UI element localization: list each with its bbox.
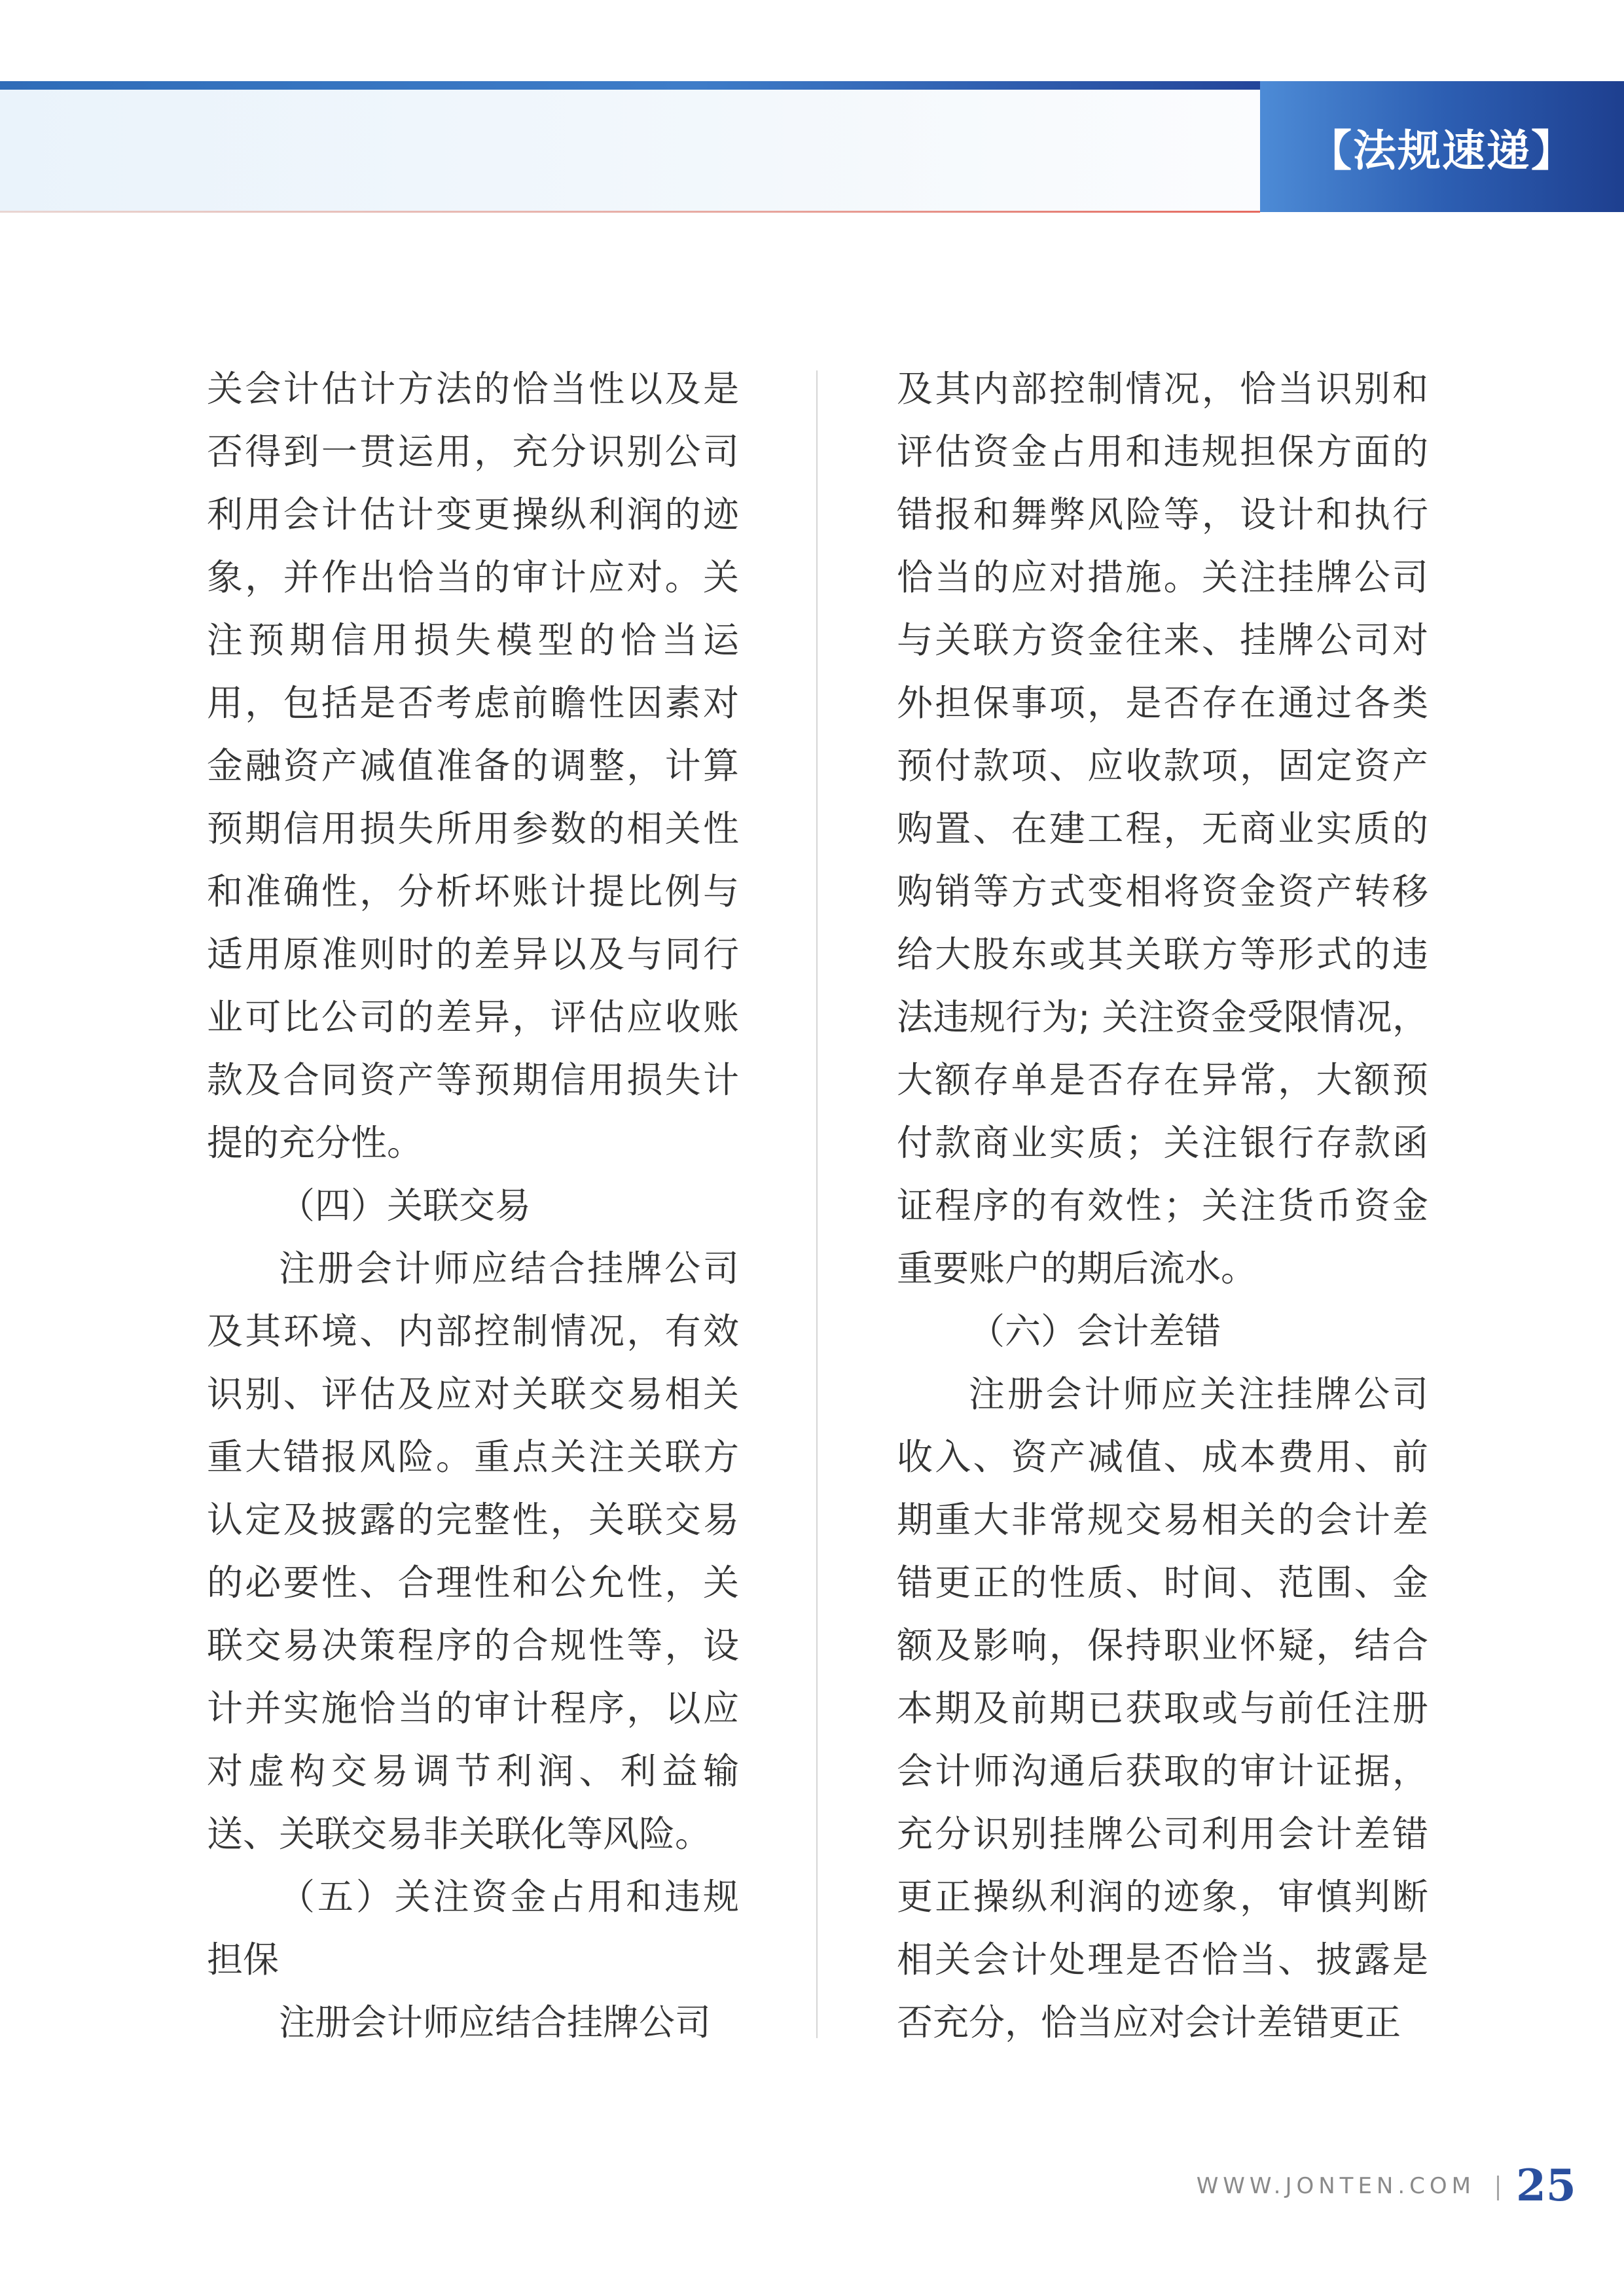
- section-heading: （六）会计差错: [969, 1310, 1221, 1352]
- paragraph: 注册会计师应关注挂牌公司收入、资产减值、成本费用、前期重大非常规交易相关的会计差错更正的性质、时间、范围、金额及影响，保持职业怀疑，结合本期及前期已获取或与前任注册会计师沟通后获取的审计证据，充分识别挂牌公司利用会计差错更正操纵利润的迹象，审慎判断相关会计处理是否恰当、披露是否充分，恰当应对会计差错更正: [897, 1373, 1428, 2043]
- paragraph: 关会计估计方法的恰当性以及是否得到一贯运用，充分识别公司利用会计估计变更操纵利润的迹象，并作出恰当的审计应对。关注预期信用损失模型的恰当运用，包括是否考虑前瞻性因素对金融资产减值准备的调整，计算预期信用损失所用参数的相关性和准确性，分析坏账计提比例与适用原准则时的差异以及与同行业可比公司的差异，评估应收账款及合同资产等预期信用损失计提的充分性。: [207, 368, 739, 1164]
- header-band: [0, 90, 1260, 211]
- paragraph: 及其内部控制情况，恰当识别和评估资金占用和违规担保方面的错报和舞弊风险等，设计和执行恰当的应对措施。关注挂牌公司与关联方资金往来、挂牌公司对外担保事项，是否存在通过各类预付款项、应收款项，固定资产购置、在建工程，无商业实质的购销等方式变相将资金资产转移给大股东或其关联方等形式的违法违规行为; 关注资金受限情况，大额存单是否存在异常，大额预付款商业实质；关注银行存款函证程序的有效性；关注货币资金重要账户的期后流水。: [897, 368, 1428, 1289]
- section-tag: 【法规速递】: [1260, 81, 1624, 212]
- paragraph: 注册会计师应结合挂牌公司及其环境、内部控制情况，有效识别、评估及应对关联交易相关重大错报风险。重点关注关联方认定及披露的完整性，关联交易的必要性、合理性和公允性，关联交易决策程序的合规性等，设计并实施恰当的审计程序，以应对虚构交易调节利润、利益输送、关联交易非关联化等风险。: [207, 1247, 739, 1855]
- section-heading: （五）关注资金占用和违规担保: [207, 1876, 739, 1981]
- section-heading: （四）关联交易: [279, 1185, 532, 1227]
- footer-divider: [1497, 2176, 1499, 2200]
- page-number: 25: [1516, 2160, 1576, 2211]
- footer-website: WWW.JONTEN.COM: [1196, 2173, 1475, 2199]
- header-bottom-line: [0, 211, 1260, 213]
- left-column: [207, 357, 739, 2054]
- column-divider: [816, 370, 818, 2038]
- right-column: [897, 357, 1428, 2054]
- paragraph: 注册会计师应结合挂牌公司: [279, 2001, 712, 2043]
- header-top-line: [0, 81, 1260, 90]
